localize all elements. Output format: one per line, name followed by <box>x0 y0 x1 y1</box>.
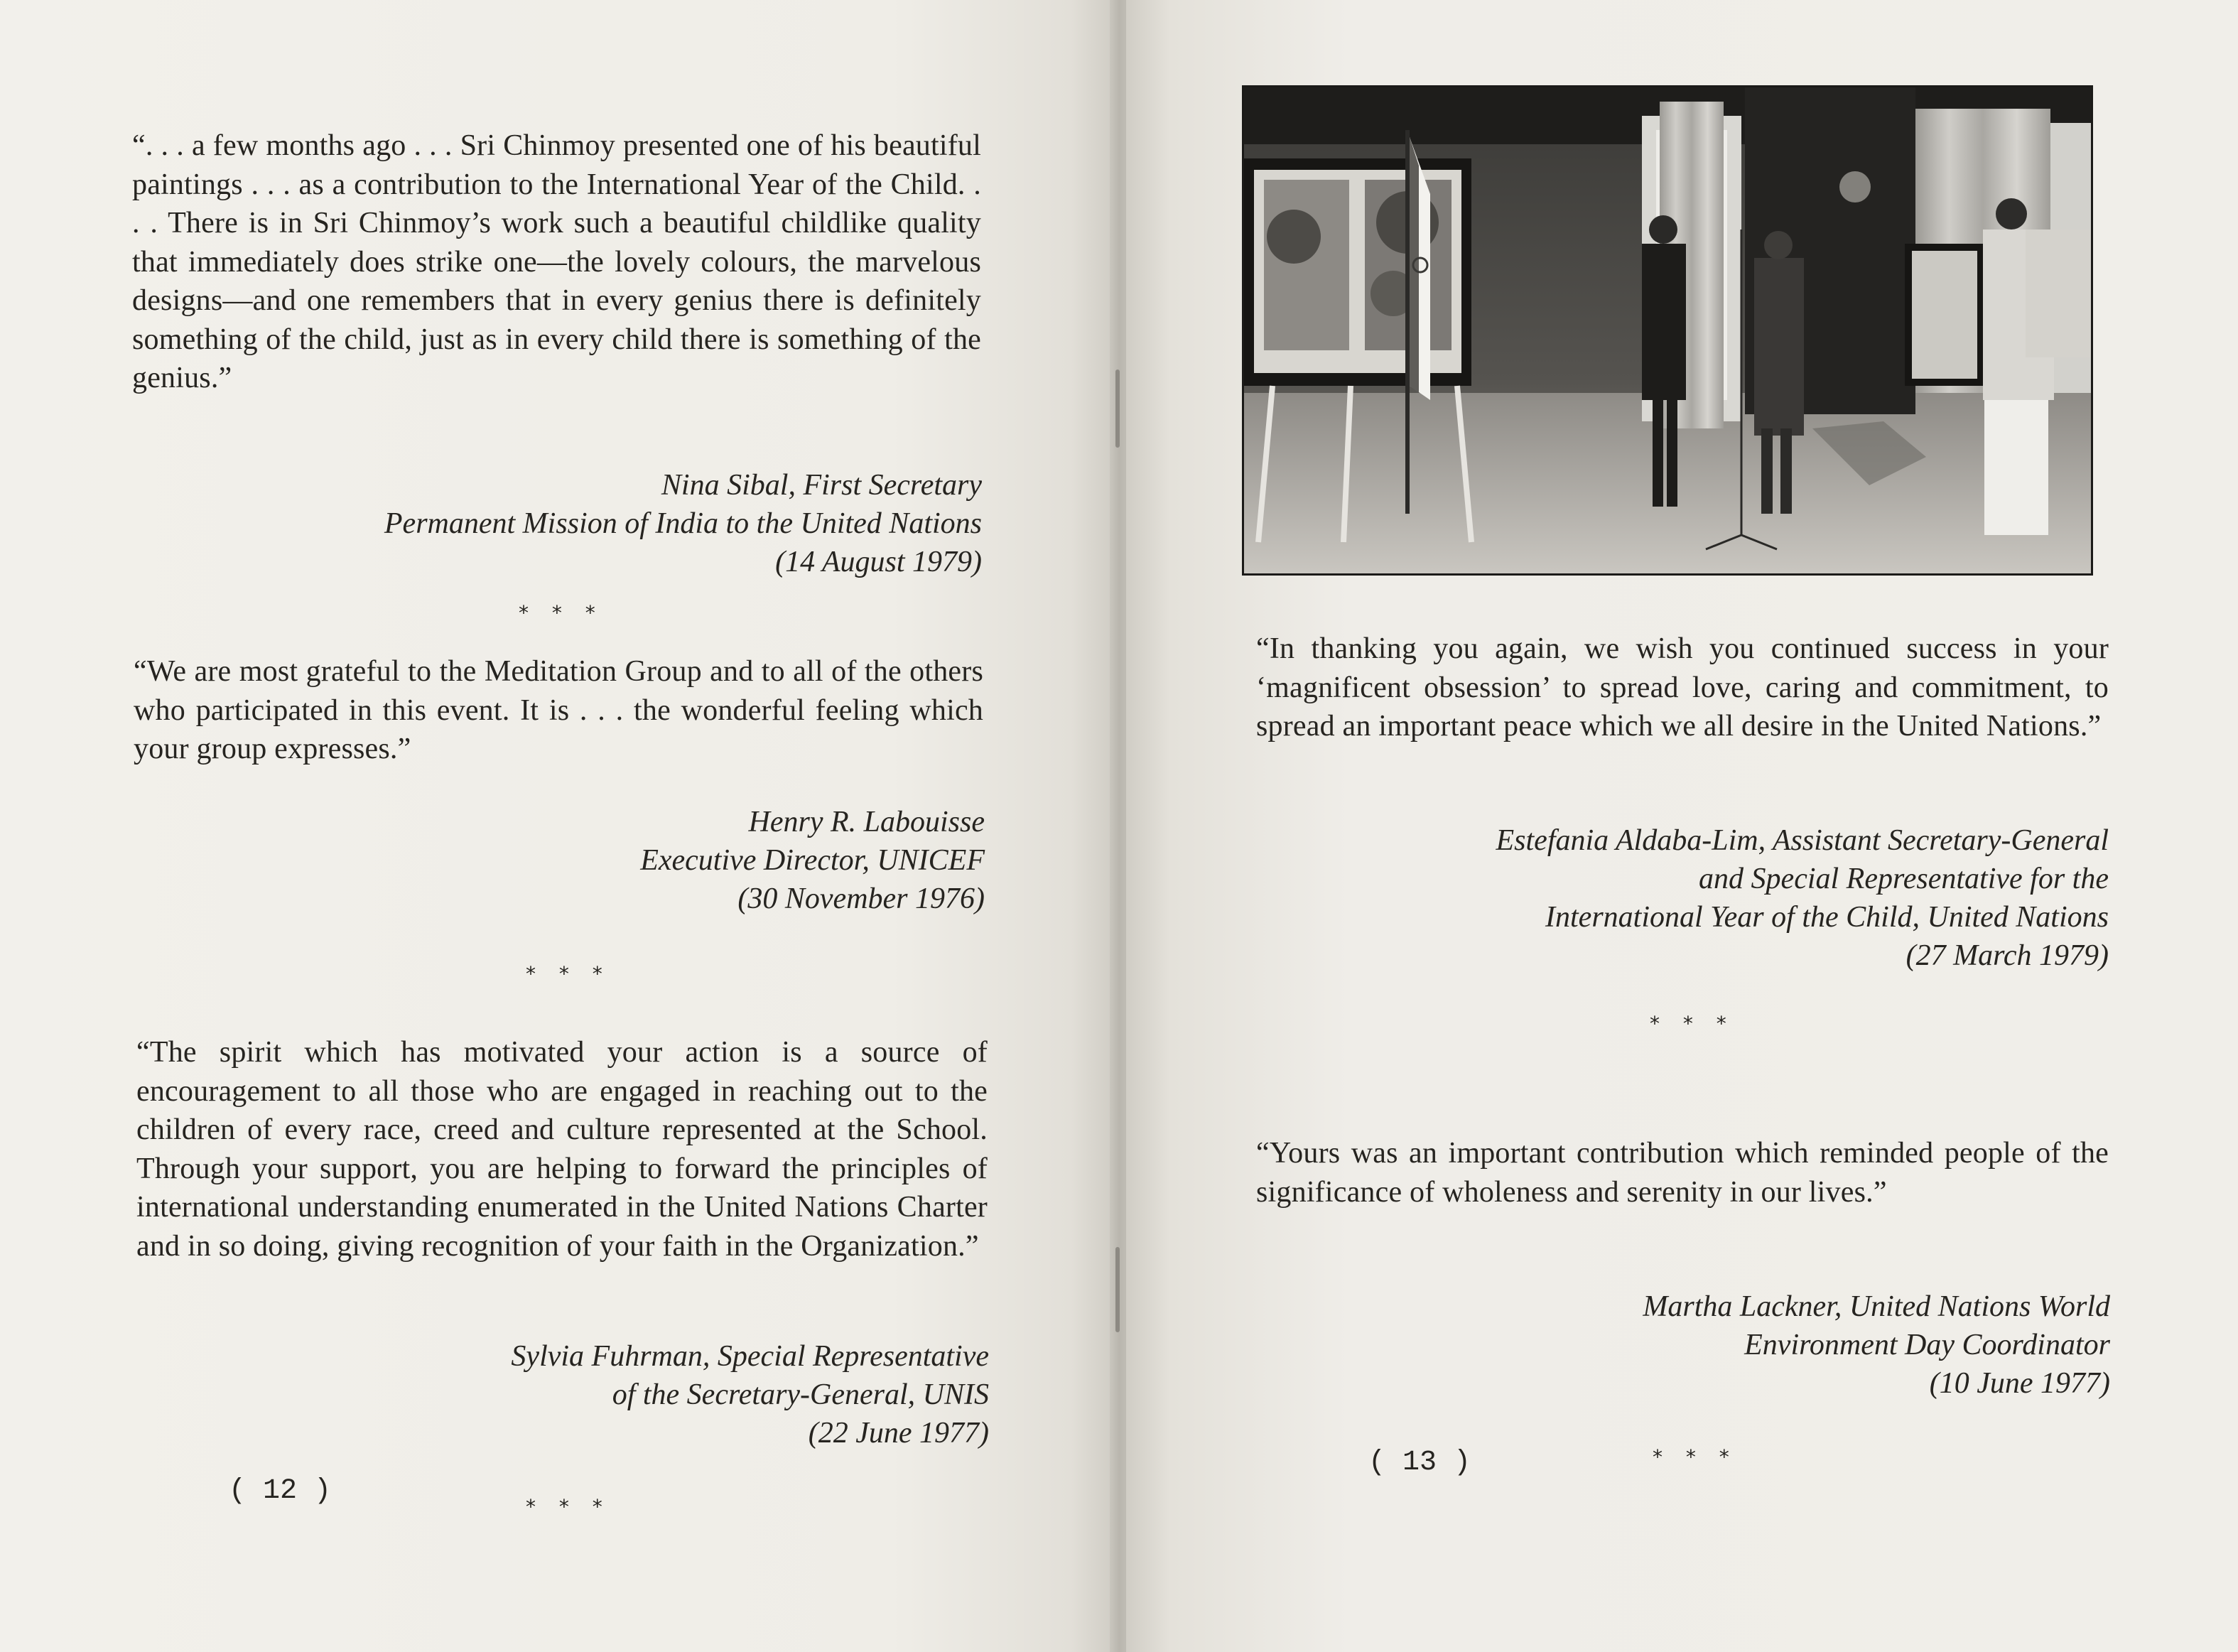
attribution-line: Permanent Mission of India to the United Nations <box>384 507 982 540</box>
attribution-line: (10 June 1977) <box>1929 1367 2110 1400</box>
left-page <box>0 0 1115 1652</box>
exhibition-photo <box>1242 85 2093 576</box>
attribution-line: (14 August 1979) <box>775 546 982 578</box>
attribution-line: Nina Sibal, First Secretary <box>661 469 982 502</box>
quote-fuhrman: “The spirit which has motivated your action is a source of encouragement to all those who are engaged in reaching out to the children of every race, creed and culture represented at the School. Through your support, you are helping to forward the principles of international understanding enumerated in the United Nations Charter and in so doing, giving recognition of your faith in the Organization.” <box>136 1036 988 1263</box>
attribution-line: Executive Director, UNICEF <box>640 844 985 877</box>
quote-lackner: “Yours was an important contribution which reminded people of the significance of wholeness and serenity in our lives.” <box>1256 1137 2109 1209</box>
separator-stars: * * * <box>526 962 611 986</box>
separator-stars: * * * <box>526 1495 611 1518</box>
attribution-line: (27 March 1979) <box>1905 939 2109 972</box>
binding-stitch <box>1115 1247 1120 1332</box>
attribution-labouisse <box>426 803 985 918</box>
attribution-sibal <box>213 466 982 581</box>
attribution-line: Henry R. Labouisse <box>748 806 985 838</box>
quote-labouisse: “We are most grateful to the Meditation Group and to all of the others who participated in this event. It is . . . the wonderful feeling which your group expresses.” <box>134 655 983 765</box>
quote-aldaba-lim: “In thanking you again, we wish you continued success in your ‘magnificent obsession’ to spread love, caring and commitment, to spread an important peace which we all desire in the United Nations.” <box>1256 632 2109 743</box>
attribution-line: Martha Lackner, United Nations World <box>1643 1290 2110 1323</box>
binding-stitch <box>1115 369 1120 448</box>
separator-stars: * * * <box>519 601 604 625</box>
attribution-line: (30 November 1976) <box>737 882 985 915</box>
page-number-left: ( 12 ) <box>229 1475 332 1507</box>
quote-sibal: “. . . a few months ago . . . Sri Chinmoy presented one of his beautiful paintings . . . as a contribution to the International Year of the Child. . . . There is in Sri Chinmoy’s work such a beautiful childlike quality that immediately does strike one—the lovely colours, the marvelous designs—and one remembers that in every genius there is definitely something of the child, just as in every child there is something of the genius.” <box>132 129 981 394</box>
attribution-fuhrman <box>355 1337 989 1452</box>
attribution-line: of the Secretary-General, UNIS <box>612 1378 989 1411</box>
attribution-line: Estefania Aldaba-Lim, Assistant Secretary-General <box>1496 824 2109 857</box>
attribution-line: International Year of the Child, United Nations <box>1545 901 2109 934</box>
attribution-line: Sylvia Fuhrman, Special Representative <box>511 1340 989 1373</box>
page-number-right: ( 13 ) <box>1368 1447 1471 1479</box>
separator-stars: * * * <box>1653 1445 1738 1469</box>
attribution-lackner <box>1492 1287 2110 1403</box>
separator-stars: * * * <box>1650 1012 1735 1035</box>
attribution-aldaba-lim <box>1350 821 2109 975</box>
attribution-line: and Special Representative for the <box>1699 863 2109 895</box>
attribution-line: (22 June 1977) <box>808 1417 989 1449</box>
attribution-line: Environment Day Coordinator <box>1744 1329 2110 1361</box>
